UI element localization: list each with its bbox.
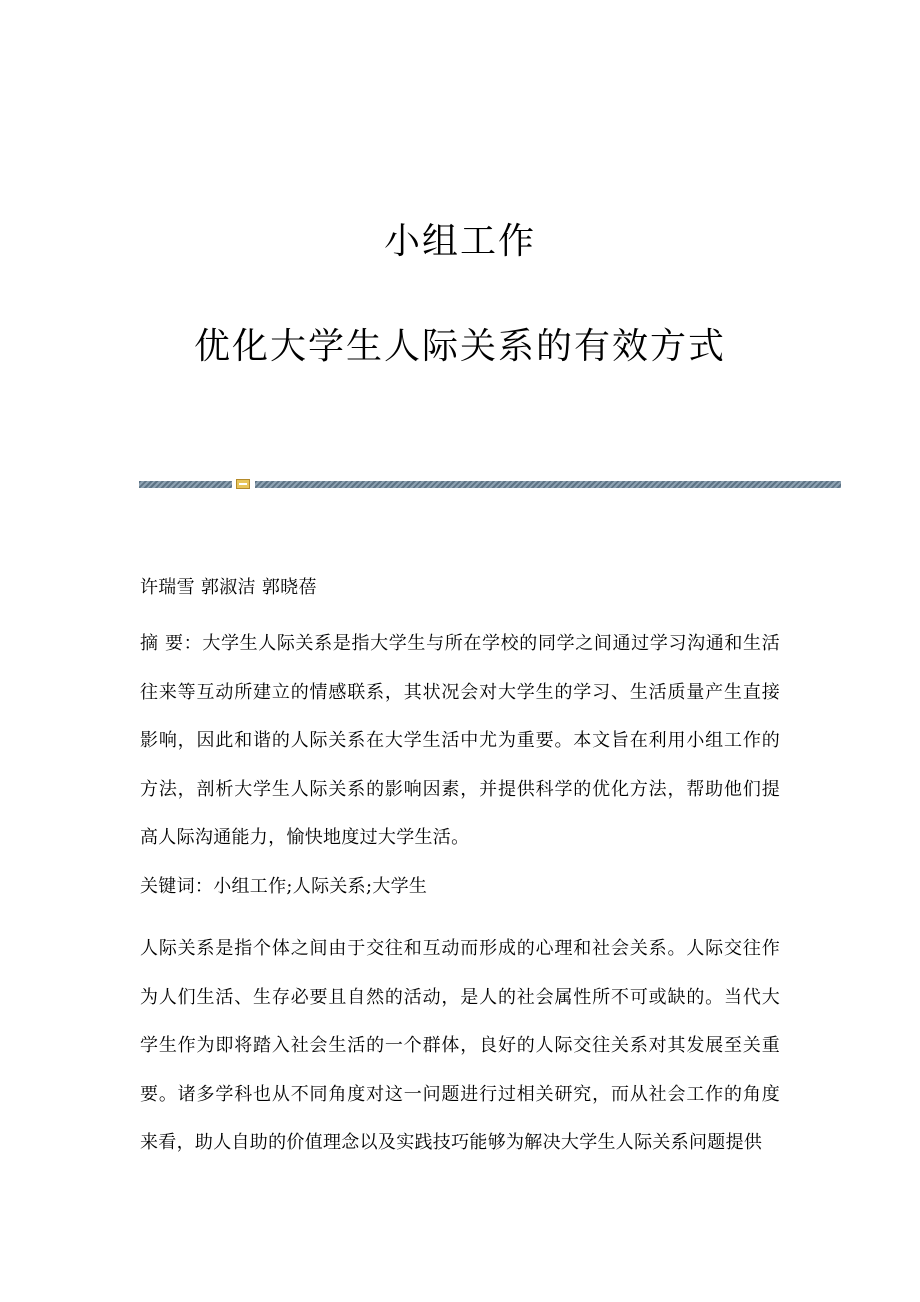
keywords-text: 小组工作;人际关系;大学生 (213, 876, 428, 897)
body-paragraph-1: 人际关系是指个体之间由于交往和互动而形成的心理和社会关系。人际交往作为人们生活、生存必要且自然的活动，是人的社会属性所不可或缺的。当代大学生作为即将踏入社会生活的一个群体，良好的人际交往关系对其发展至关重要。诸多学科也从不同角度对这一问题进行过相关研究，而从社会工作的角度来看，助人自助的价值理念以及实践技巧能够为解决大学生人际关系问题提供 (140, 938, 780, 1153)
keywords-label: 关键词： (140, 876, 214, 897)
abstract-label: 摘 要： (140, 633, 203, 654)
author-list: 许瑞雪 郭淑洁 郭晓蓓 (140, 577, 317, 598)
divider-bar-left (139, 481, 232, 488)
divider-bar-right (255, 481, 841, 488)
title-divider (139, 479, 841, 489)
abstract-text: 大学生人际关系是指大学生与所在学校的同学之间通过学习沟通和生活往来等互动所建立的情感联系，其状况会对大学生的学习、生活质量产生直接影响，因此和谐的人际关系在大学生活中尤为重要。本文旨在利用小组工作的方法，剖析大学生人际关系的影响因素，并提供科学的优化方法，帮助他们提高人际沟通能力，愉快地度过大学生活。 (140, 633, 781, 848)
keywords (140, 863, 780, 912)
abstract (140, 620, 780, 863)
document-subtitle: 优化大学生人际关系的有效方式 (193, 326, 726, 367)
document-title: 小组工作 (383, 221, 536, 262)
divider-ornament-icon (236, 479, 250, 489)
